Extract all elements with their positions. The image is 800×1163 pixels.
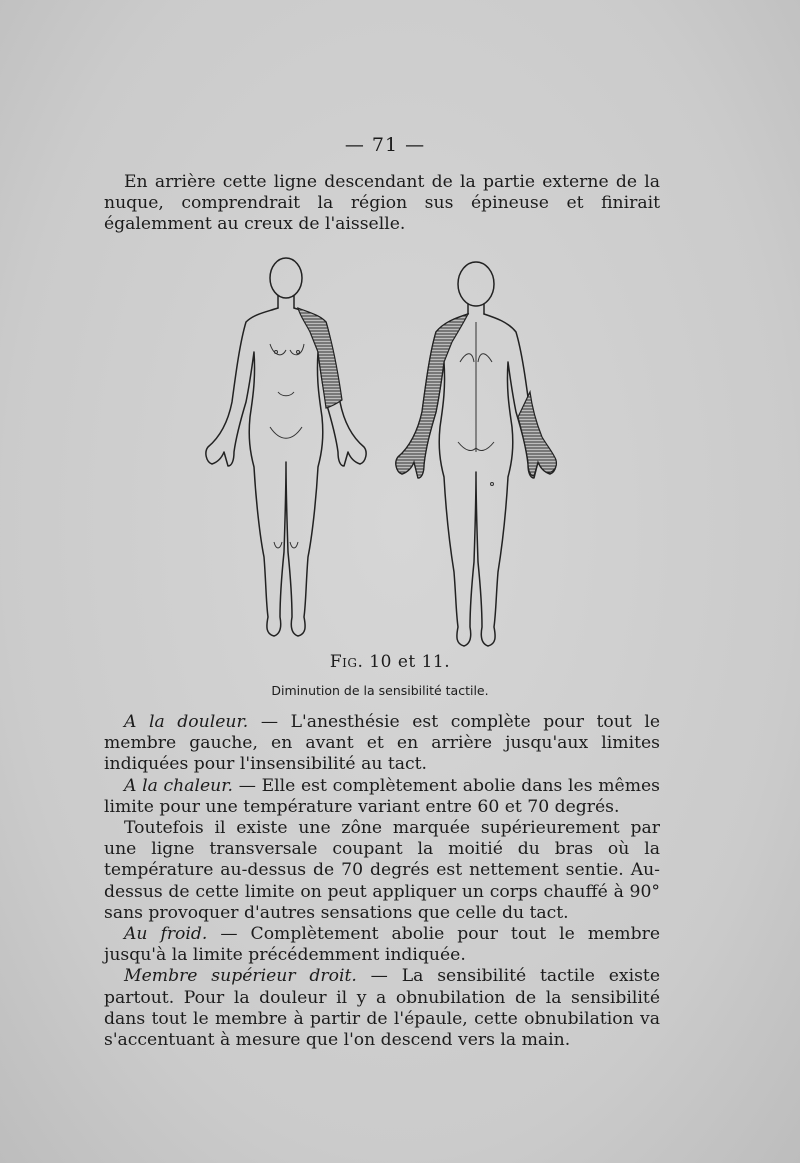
page-number: — 71 — — [344, 134, 426, 156]
section-text: — Elle est complètement abolie dans les mêmes limite pour une température variant entre 60 et 70 degrés. — [104, 775, 661, 817]
figure-title — [0, 652, 780, 672]
back-body-figure — [396, 262, 556, 646]
section-lead: A la douleur. — [124, 712, 249, 732]
section-right-arm — [104, 966, 660, 1051]
section-lead: Au froid. — [124, 924, 208, 945]
section-text: — L'anesthésie est complète pour tout le membre gauche, en avant et en arrière jusqu'aux limites indiquées pour l'insensibilité au tact. — [104, 712, 660, 775]
section-lead: A la chaleur. — [124, 775, 234, 796]
body-text — [104, 712, 660, 1051]
front-body-figure — [206, 258, 366, 636]
section-text: — La sensibilité tactile existe partout. Pour la douleur il y a obnubilation de la sensibilité dans tout le membre à partir de l'épaule, cette obnubilation va s'accentuant à mesure que l'on descend vers la main. — [104, 966, 660, 1051]
figure-illustration — [190, 252, 580, 652]
section-zone — [104, 818, 660, 924]
intro-paragraph: En arrière cette ligne descendant de la partie externe de la nuque, comprendrait la région sus épineuse et finirait égalemment au creux de l'aisselle. — [104, 172, 660, 235]
figure-caption: Diminution de la sensibilité tactile. — [271, 683, 489, 698]
section-heat — [104, 776, 660, 818]
section-pain — [104, 712, 660, 776]
body-diagram-svg — [190, 252, 580, 652]
section-text: — Complètement abolie pour tout le membre jusqu'à la limite précédemment indiquée. — [104, 924, 660, 966]
figure-title-numbers: 10 et 11. — [369, 652, 451, 672]
figure-title-prefix: Fig. — [329, 652, 364, 672]
section-lead: Membre supérieur droit. — [124, 966, 357, 987]
section-text: Toutefois il existe une zône marquée supérieurement par une ligne transversale coupant la moitié du bras où la température au-dessus de 70 degrés est nettement sentie. Au-dessus de cette limite on peut appliquer un corps chauffé à 90° sans provoquer d'autres sensations que celle du tact. — [104, 818, 660, 923]
section-cold — [104, 924, 660, 966]
